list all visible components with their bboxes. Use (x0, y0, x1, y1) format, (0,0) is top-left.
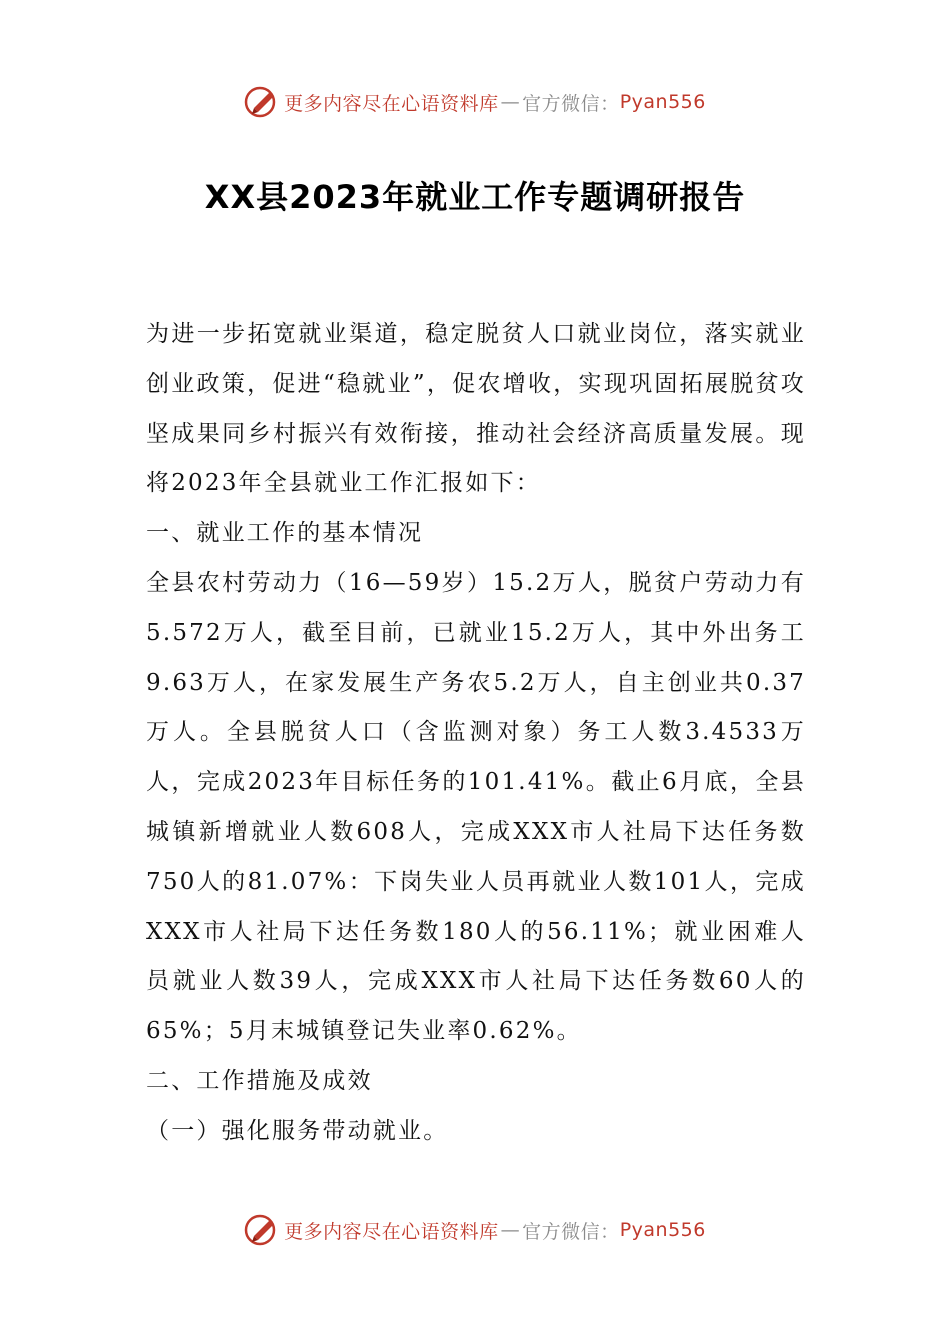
section-heading-measures: 二、工作措施及成效 (146, 1067, 373, 1094)
pen-logo-icon (244, 1212, 280, 1248)
watermark-wechat-label: 官方微信： (522, 92, 620, 115)
watermark-site-text: 更多内容尽在心语资料库 (284, 1220, 499, 1243)
watermark-wechat-id: Pyan556 (619, 1219, 706, 1241)
document-body (146, 310, 806, 1157)
section-heading-basic-situation: 一、就业工作的基本情况 (146, 520, 424, 547)
basic-situation-paragraph: 全县农村劳动力（16—59岁）15.2万人，脱贫户劳动力有5.572万人，截至目前，已就业15.2万人，其中外出务工9.63万人，在家发展生产务农5.2万人，自主创业共0.37万人。全县脱贫人口（含监测对象）务工人数3.4533万人，完成2023年目标任务的101.41%。截止6月底，全县城镇新增就业人数608人，完成XXX市人社局下达任务数750人的81.07%：下岗失业人员再就业人数101人，完成XXX市人社局下达任务数180人的56.11%；就业困难人员就业人数39人，完成XXX市人社局下达任务数60人的65%；5月末城镇登记失业率0.62%。 (146, 569, 806, 1045)
watermark-separator: — (500, 1219, 521, 1241)
watermark-site-text: 更多内容尽在心语资料库 (284, 92, 499, 115)
watermark-separator: — (500, 91, 521, 113)
intro-paragraph: 为进一步拓宽就业渠道，稳定脱贫人口就业岗位，落实就业创业政策，促进“稳就业”，促农增收，实现巩固拓展脱贫攻坚成果同乡村振兴有效衔接，推动社会经济高质量发展。现将2023年全县就业工作汇报如下： (146, 321, 806, 497)
watermark-wechat-label: 官方微信： (522, 1220, 620, 1243)
watermark-footer (0, 1210, 950, 1250)
document-title: XX县2023年就业工作专题调研报告 (204, 178, 746, 216)
watermark-wechat-id: Pyan556 (619, 91, 706, 113)
subsection-heading-services: （一）强化服务带动就业。 (146, 1117, 449, 1144)
watermark-header (0, 82, 950, 122)
pen-logo-icon (244, 84, 280, 120)
